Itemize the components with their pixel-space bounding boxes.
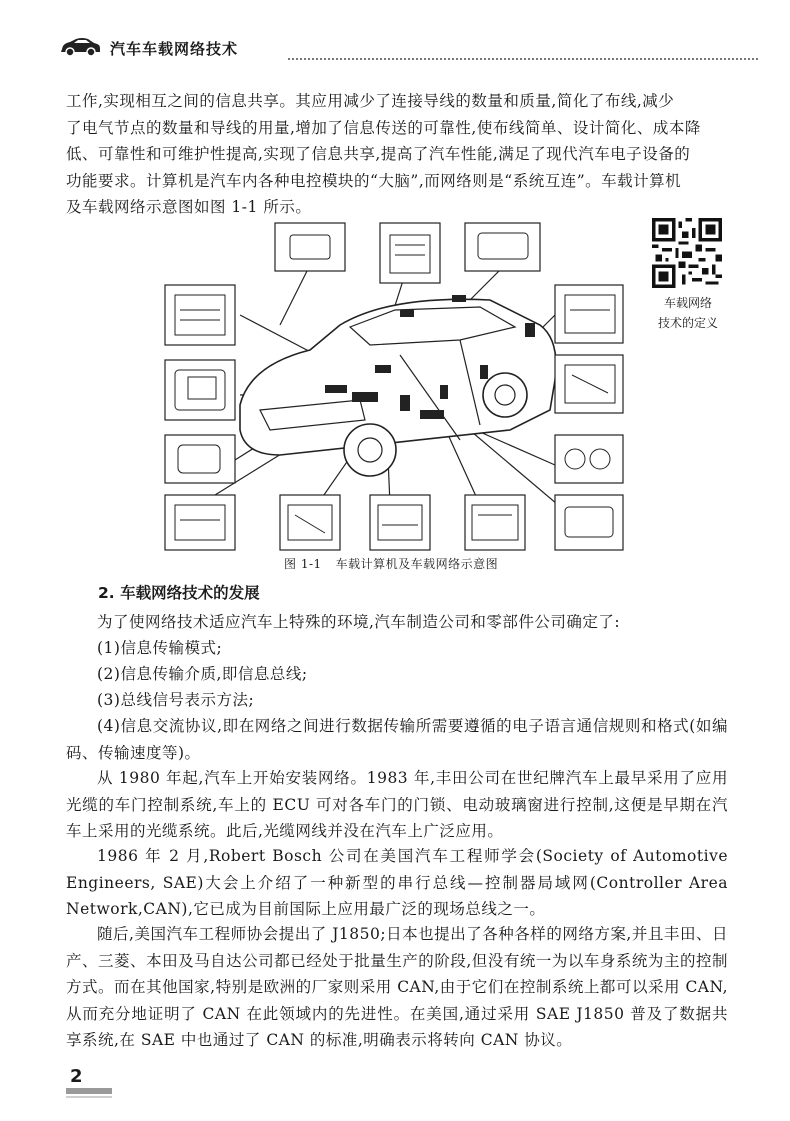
figure-caption-text: 车载计算机及车载网络示意图	[335, 557, 499, 571]
qr-code	[652, 218, 722, 288]
intro-line: 了电气节点的数量和导线的用量,增加了信息传送的可靠性,使布线简单、设计简化、成本降	[66, 118, 701, 137]
list-item: (3)总线信号表示方法;	[97, 691, 255, 709]
car-icon	[58, 36, 102, 58]
intro-line: 及车载网络示意图如图 1-1 所示。	[66, 198, 312, 216]
figure-caption	[284, 555, 498, 572]
intro-line: 低、可靠性和可维护性提高,实现了信息共享,提高了汽车性能,满足了现代汽车电子设备的	[66, 145, 691, 163]
section-heading: 2. 车载网络技术的发展	[98, 584, 260, 602]
paragraph: 从 1980 年起,汽车上开始安装网络。1983 年,丰田公司在世纪牌汽车上最早采用了应用光缆的车门控制系统,车上的 ECU 可对各车门的门锁、电动玻璃窗进行控制,这便是早期在汽车上采用的光缆系统。此后,光缆网线并没在汽车上广泛应用。	[66, 769, 728, 840]
figure-number: 图 1-1	[284, 557, 322, 571]
paragraph: 为了使网络技术适应汽车上特殊的环境,汽车制造公司和零部件公司确定了:	[97, 613, 621, 631]
page-number-bar-thin	[66, 1096, 112, 1098]
page-number-bar	[66, 1088, 112, 1094]
list-item: (1)信息传输模式;	[97, 639, 223, 657]
qr-label-line1: 车载网络	[663, 296, 712, 310]
paragraph: 1986 年 2 月,Robert Bosch 公司在美国汽车工程师学会(Society of Automotive Engineers, SAE)大会上介绍了一种新型的串行总线—控制器局域网(Controller Area Network,CAN),它已成为目前国际上应用最广泛的现场总线之一。	[66, 847, 728, 918]
page-number: 2	[70, 1066, 83, 1087]
car-network-figure	[160, 215, 630, 555]
list-item: (4)信息交流协议,即在网络之间进行数据传输所需要遵循的电子语言通信规则和格式(如编码、传输速度等)。	[66, 717, 728, 762]
list-item: (2)信息传输介质,即信息总线;	[97, 665, 308, 683]
header-title: 汽车车载网络技术	[110, 40, 239, 58]
intro-line: 工作,实现相互之间的信息共享。其应用减少了连接导线的数量和质量,简化了布线,减少	[66, 92, 675, 110]
running-header	[58, 36, 758, 62]
header-dotted-rule	[288, 58, 758, 60]
intro-paragraph	[66, 88, 728, 221]
intro-line: 功能要求。计算机是汽车内各种电控模块的“大脑”,而网络则是“系统互连”。车载计算机	[66, 171, 682, 190]
paragraph: 随后,美国汽车工程师协会提出了 J1850;日本也提出了各种各样的网络方案,并且丰田、日产、三菱、本田及马自达公司都已经处于批量生产的阶段,但没有统一为以车身系统为主的控制方式。而在其他国家,特别是欧洲的厂家则采用 CAN,由于它们在控制系统上都可以采用 CAN,从而充分地证明了 CAN 在此领域内的先进性。在美国,通过采用 SAE J1850 普及了数据共享系统,在 SAE 中也通过了 CAN 的标准,明确表示将转向 CAN 协议。	[66, 925, 728, 1049]
qr-label-line2: 技术的定义	[657, 316, 718, 330]
